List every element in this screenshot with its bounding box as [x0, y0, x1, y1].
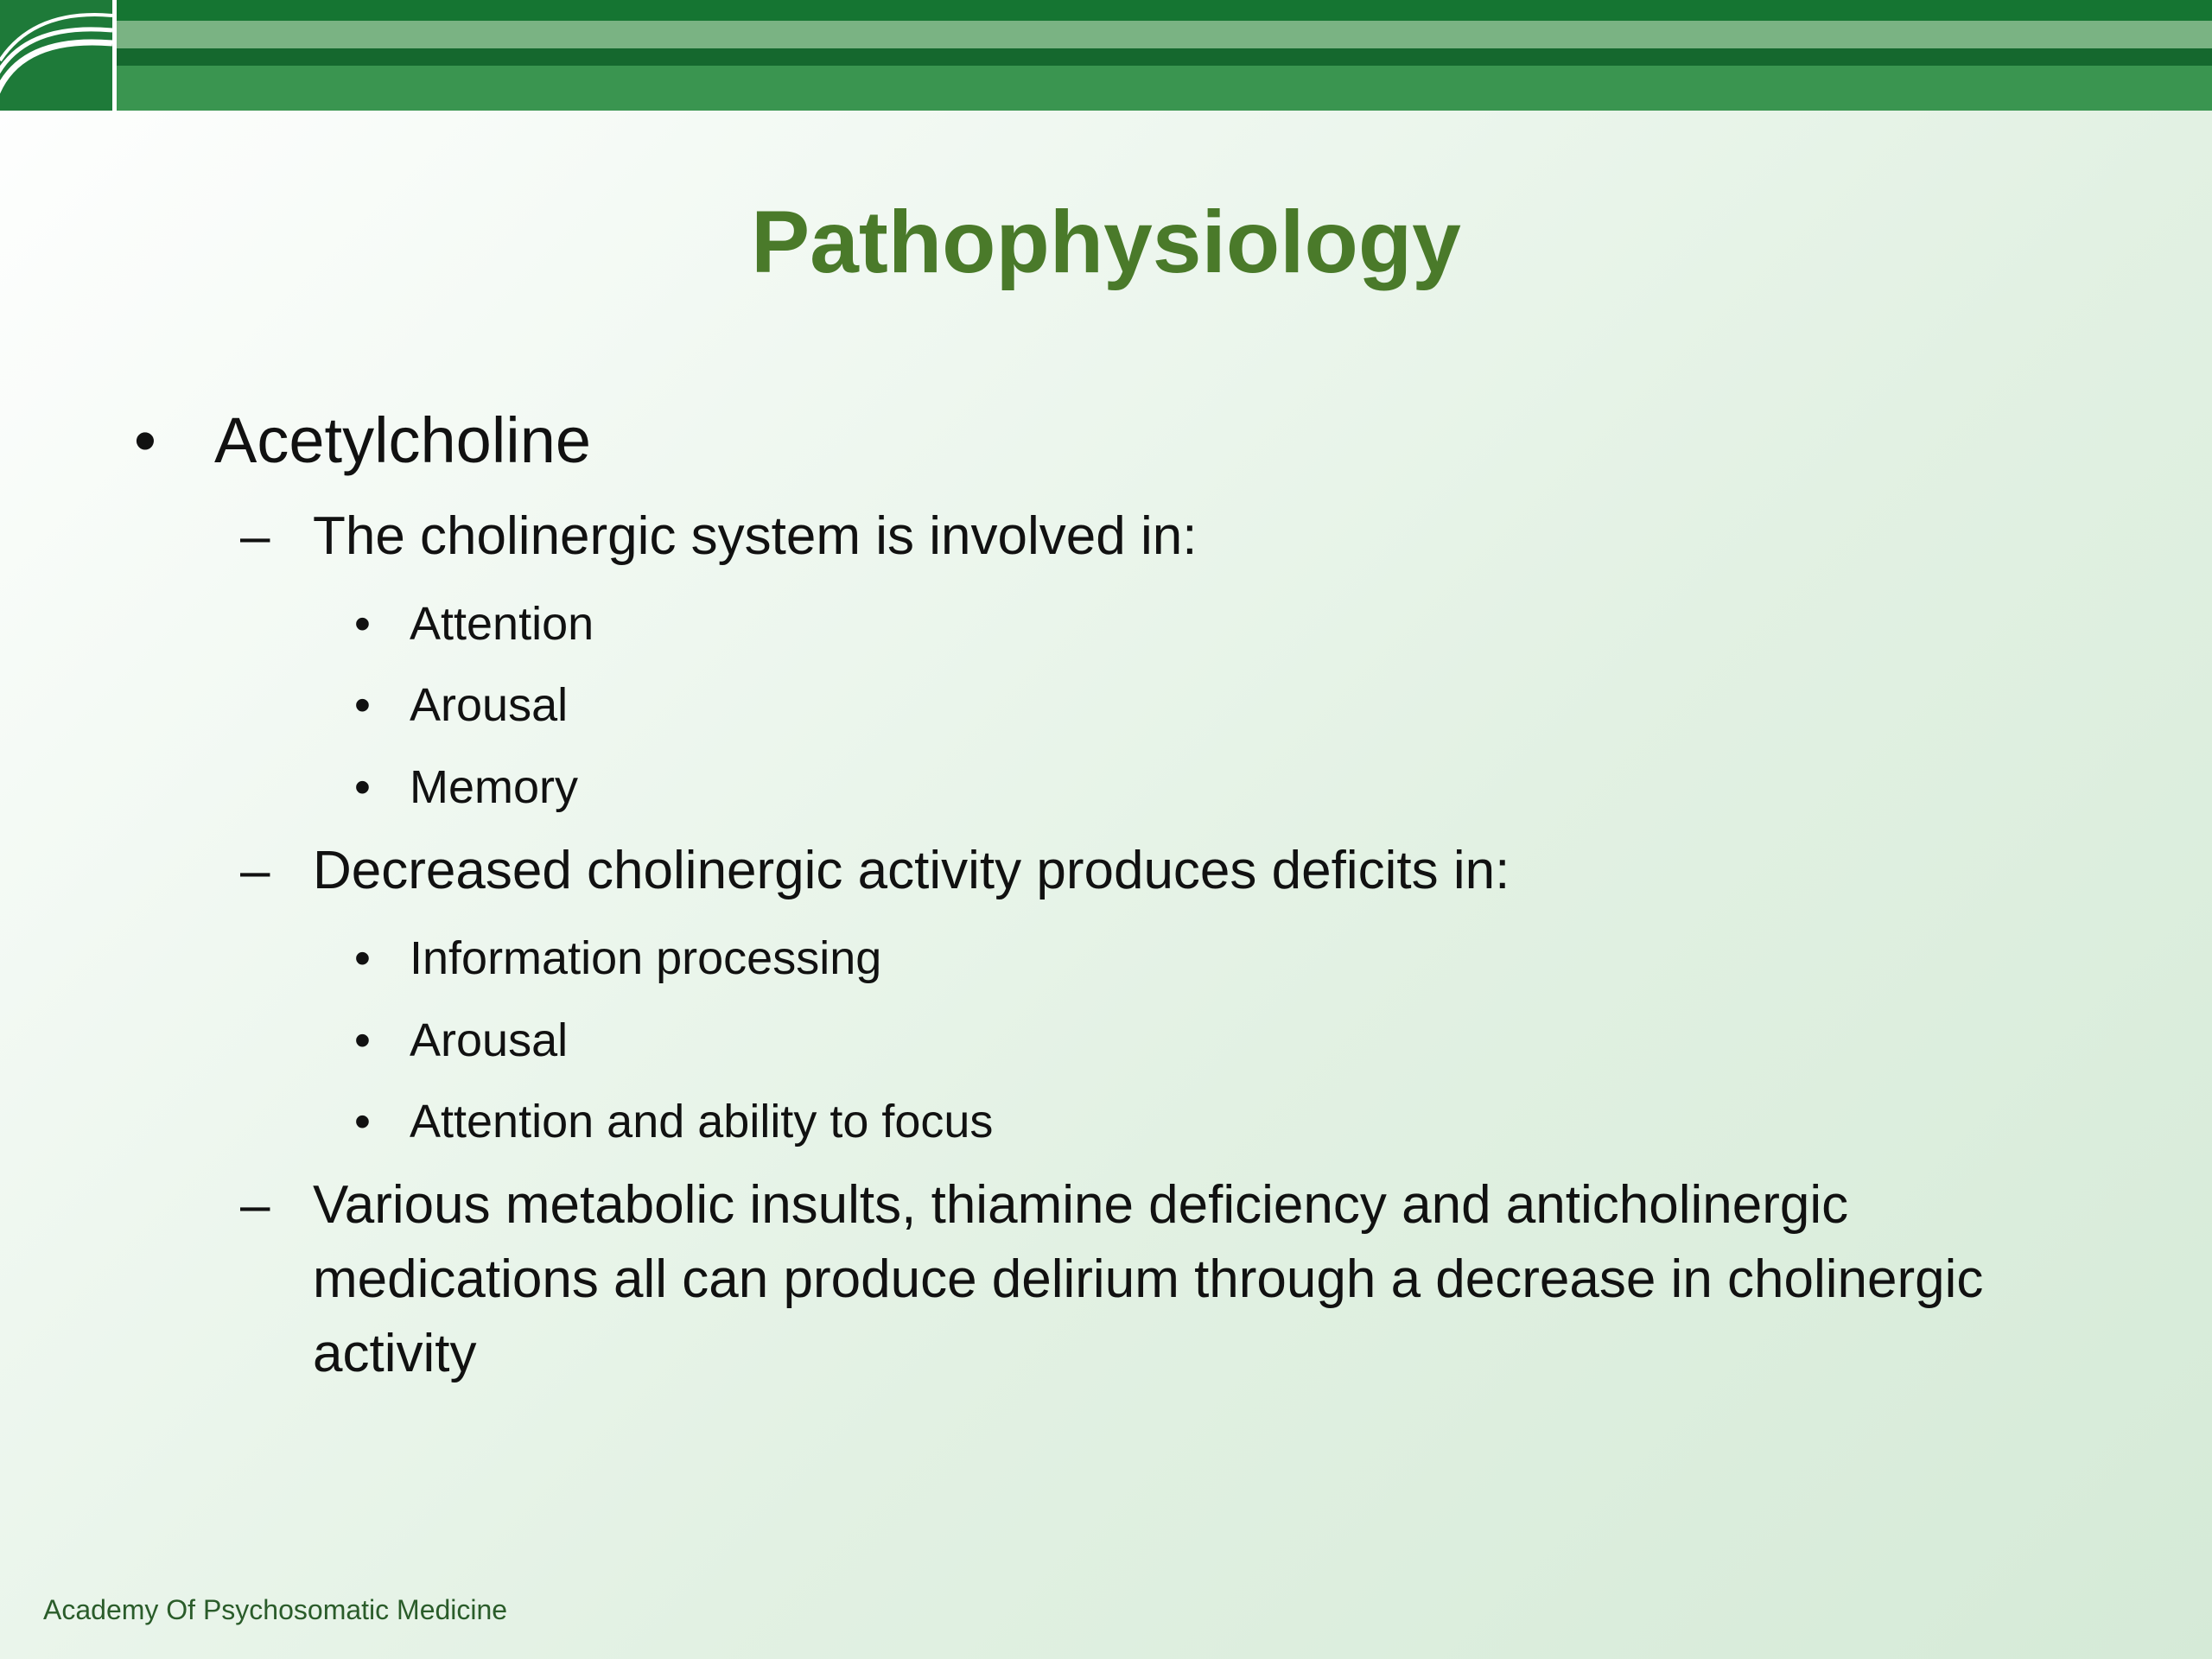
bullet-marker: • — [134, 404, 156, 476]
header-stripe — [117, 66, 2212, 111]
arc-logo-icon — [0, 0, 112, 111]
sub-item-metabolic-insults — [0, 1168, 2212, 1393]
bullet-text: Memory — [410, 761, 579, 813]
bullet-marker: • — [354, 1096, 371, 1147]
header-bar — [0, 0, 2212, 111]
bullet-text: Arousal — [410, 679, 569, 731]
bullet-marker: • — [354, 761, 371, 813]
bullet-text: Attention and ability to focus — [410, 1096, 994, 1147]
header-stripe — [117, 0, 2212, 21]
bullet-text: The cholinergic system is involved in: — [313, 506, 1198, 566]
bullet-text: Attention — [410, 598, 594, 650]
bullet-marker: • — [354, 1014, 371, 1066]
sub-sub-item-attention-focus — [0, 1087, 2212, 1156]
bullet-marker: • — [354, 932, 371, 984]
bullet-marker: • — [354, 598, 371, 650]
sub-item-decreased-activity — [0, 834, 2212, 908]
footer-organization: Academy Of Psychosomatic Medicine — [43, 1594, 508, 1625]
sub-sub-item-arousal — [0, 671, 2212, 740]
bullet-text: Acetylcholine — [214, 404, 592, 476]
bullet-text: Information processing — [410, 932, 882, 984]
bullet-text: Various metabolic insults, thiamine deficiency and anticholinergic medications all can produce delirium through a decrease in cholinergic activity — [313, 1175, 1984, 1383]
sub-sub-item-arousal — [0, 1006, 2212, 1075]
dash-marker: – — [240, 841, 270, 900]
dash-marker: – — [240, 1175, 270, 1235]
bullet-marker: • — [354, 679, 371, 731]
sub-sub-item-attention — [0, 589, 2212, 658]
sub-item-cholinergic-system — [0, 499, 2212, 574]
slide-title: Pathophysiology — [751, 193, 1461, 291]
sub-sub-item-memory — [0, 753, 2212, 822]
sub-sub-item-information-processing — [0, 924, 2212, 993]
logo-icon — [0, 0, 112, 111]
bullet-text: Decreased cholinergic activity produces deficits in: — [313, 841, 1510, 900]
header-stripe — [117, 48, 2212, 66]
logo-divider — [112, 0, 117, 111]
bullet-text: Arousal — [410, 1014, 569, 1066]
bullet-item-acetylcholine — [0, 397, 2212, 484]
header-stripe — [117, 21, 2212, 48]
dash-marker: – — [240, 506, 270, 566]
